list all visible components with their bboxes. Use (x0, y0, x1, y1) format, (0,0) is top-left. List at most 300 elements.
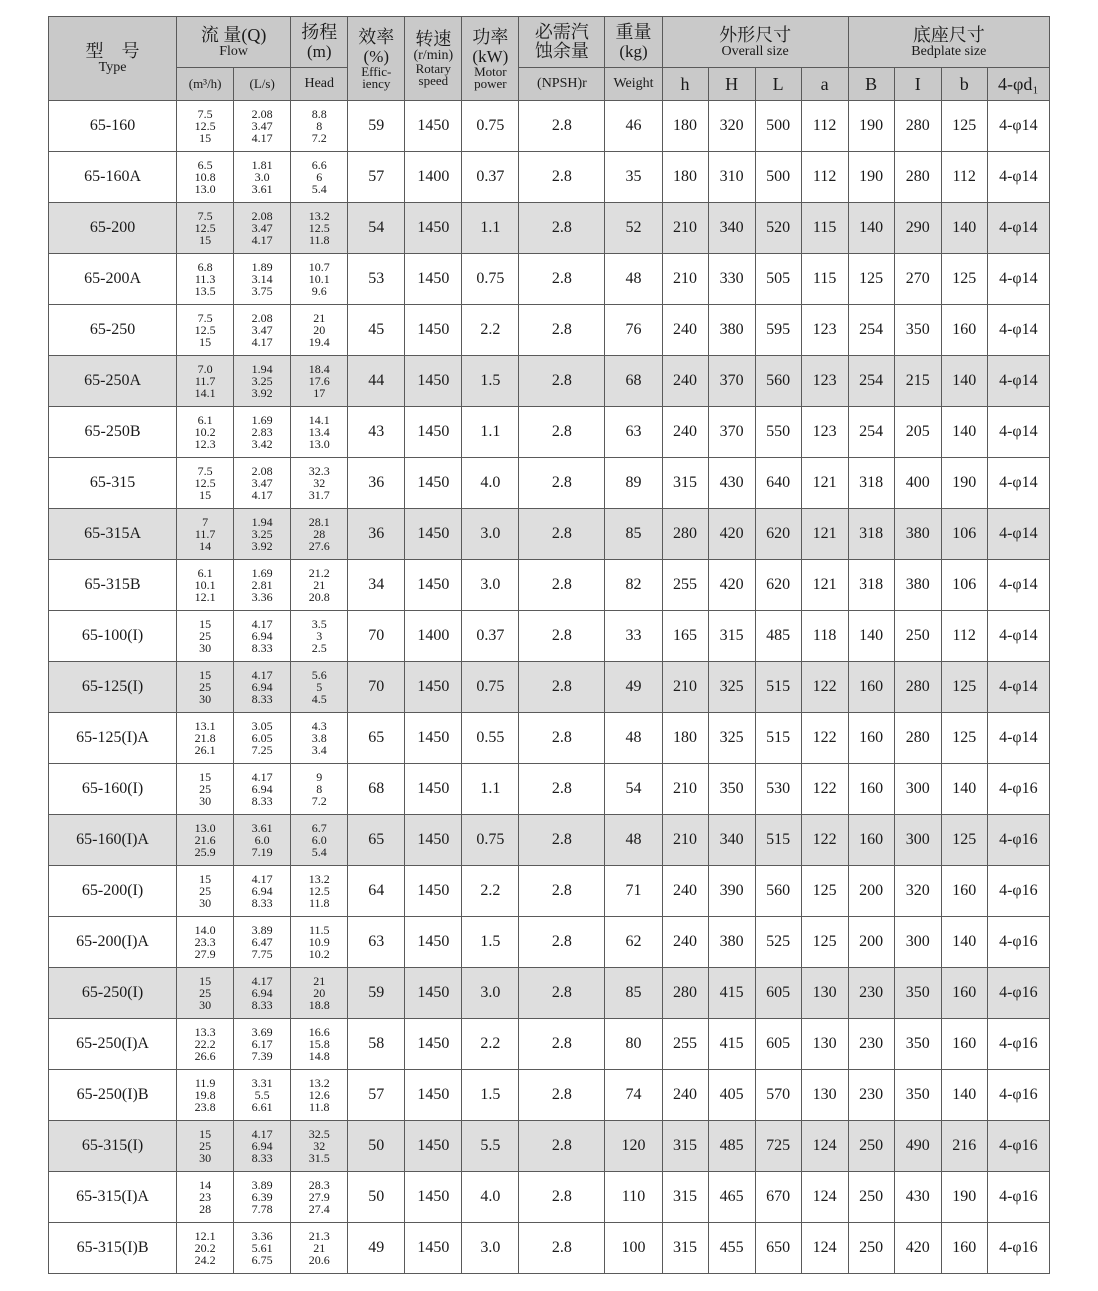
type-header-en: Type (98, 60, 127, 75)
efficiency-cell: 54 (348, 203, 405, 254)
dim-L-cell: 605 (755, 1019, 801, 1070)
head-cell-value: 31.5 (308, 1151, 330, 1165)
dim-header-d: 4-φd₁ (987, 68, 1049, 101)
head-cell-value: 21.2 (308, 566, 330, 580)
head-cell-value: 28.3 (308, 1178, 330, 1192)
dim-b-cell: 140 (941, 917, 987, 968)
dim-d-cell: 4-φ14 (987, 509, 1049, 560)
dim-a-cell: 122 (801, 662, 848, 713)
dim-d-cell: 4-φ16 (987, 1019, 1049, 1070)
type-cell: 65-200(I) (49, 866, 177, 917)
dim-a-cell: 123 (801, 356, 848, 407)
table-row (49, 917, 1050, 968)
head-cell-value: 21 (313, 578, 326, 592)
flow-m3h-header: (m³/h) (177, 68, 234, 101)
speed-cell: 1450 (405, 509, 462, 560)
dim-header-a: a (801, 68, 848, 101)
weight-header-cn: 重量 (615, 22, 652, 42)
dim-I-cell: 300 (894, 917, 941, 968)
weight-cell: 85 (605, 509, 662, 560)
speed-cell: 1450 (405, 305, 462, 356)
efficiency-cell: 45 (348, 305, 405, 356)
type-cell: 65-315(I)B (49, 1223, 177, 1274)
dim-b-cell: 140 (941, 203, 987, 254)
flow-ls-cell-value: 6.05 (251, 731, 273, 745)
weight-cell: 48 (605, 713, 662, 764)
efficiency-cell: 68 (348, 764, 405, 815)
speed-cell: 1400 (405, 611, 462, 662)
flow-m3h-cell (177, 458, 234, 509)
head-cell-value: 12.5 (308, 884, 330, 898)
flow-m3h-cell (177, 1121, 234, 1172)
weight-cell: 68 (605, 356, 662, 407)
flow-m3h-cell-value: 25 (199, 782, 212, 796)
dim-a-cell: 121 (801, 458, 848, 509)
flow-ls-cell-value: 2.08 (251, 464, 273, 478)
flow-m3h-cell-value: 13.0 (194, 182, 216, 196)
flow-m3h-cell-value: 23 (199, 1190, 212, 1204)
table-row (49, 407, 1050, 458)
flow-ls-cell-value: 4.17 (251, 233, 273, 247)
flow-ls-cell-value: 7.39 (251, 1049, 273, 1063)
head-cell-value: 12.6 (308, 1088, 330, 1102)
speed-cell: 1450 (405, 1070, 462, 1121)
head-cell (291, 1172, 348, 1223)
power-cell: 2.2 (462, 305, 519, 356)
flow-m3h-cell-value: 7.5 (197, 209, 213, 223)
dim-H-cell: 455 (708, 1223, 755, 1274)
dim-L-cell: 515 (755, 815, 801, 866)
speed-cell: 1450 (405, 356, 462, 407)
head-cell-value: 27.9 (308, 1190, 330, 1204)
flow-ls-cell-value: 6.94 (251, 986, 273, 1000)
flow-m3h-cell (177, 152, 234, 203)
dim-I-cell: 280 (894, 713, 941, 764)
power-cell: 0.75 (462, 101, 519, 152)
flow-m3h-cell-value: 10.2 (194, 425, 216, 439)
dim-L-cell: 550 (755, 407, 801, 458)
weight-cell: 120 (605, 1121, 662, 1172)
dim-L-cell: 530 (755, 764, 801, 815)
table-row (49, 203, 1050, 254)
head-cell (291, 1019, 348, 1070)
table-row (49, 1223, 1050, 1274)
efficiency-cell: 59 (348, 968, 405, 1019)
flow-ls-cell (234, 152, 291, 203)
dim-B-cell: 230 (848, 1019, 894, 1070)
dim-b-cell: 140 (941, 356, 987, 407)
dim-a-cell: 124 (801, 1223, 848, 1274)
flow-ls-cell-value: 6.17 (251, 1037, 273, 1051)
power-cell: 2.2 (462, 866, 519, 917)
npsh-cell: 2.8 (519, 356, 605, 407)
speed-cell: 1450 (405, 560, 462, 611)
flow-ls-cell-value: 3.25 (251, 374, 273, 388)
dim-h-cell: 280 (662, 509, 708, 560)
flow-ls-cell (234, 305, 291, 356)
flow-m3h-cell-value: 22.2 (194, 1037, 216, 1051)
head-cell-value: 32 (313, 1139, 326, 1153)
flow-m3h-cell-value: 15 (199, 668, 212, 682)
head-cell-value: 21 (313, 974, 326, 988)
flow-ls-cell (234, 509, 291, 560)
head-cell-value: 17 (313, 386, 326, 400)
dim-I-cell: 205 (894, 407, 941, 458)
flow-ls-cell-value: 2.08 (251, 311, 273, 325)
head-cell (291, 764, 348, 815)
type-cell: 65-315 (49, 458, 177, 509)
dim-header-I: I (894, 68, 941, 101)
dim-h-cell: 180 (662, 101, 708, 152)
dim-b-cell: 160 (941, 866, 987, 917)
flow-ls-cell-value: 4.17 (251, 488, 273, 502)
head-cell-value: 13.2 (308, 872, 330, 886)
flow-m3h-cell-value: 25.9 (194, 845, 216, 859)
flow-ls-cell-value: 3.42 (251, 437, 273, 451)
dim-b-cell: 190 (941, 1172, 987, 1223)
overall-size-header (662, 17, 848, 68)
dim-d-cell: 4-φ16 (987, 1121, 1049, 1172)
dim-B-cell: 254 (848, 407, 894, 458)
type-cell: 65-160A (49, 152, 177, 203)
flow-m3h-cell-value: 12.1 (194, 1229, 216, 1243)
head-cell-value: 8 (316, 782, 323, 796)
dim-a-cell: 118 (801, 611, 848, 662)
dim-b-cell: 112 (941, 152, 987, 203)
dim-H-cell: 390 (708, 866, 755, 917)
efficiency-cell: 36 (348, 458, 405, 509)
dim-H-cell: 325 (708, 662, 755, 713)
flow-m3h-cell (177, 611, 234, 662)
dim-b-cell: 160 (941, 1019, 987, 1070)
flow-m3h-cell-value: 30 (199, 692, 212, 706)
type-cell: 65-200(I)A (49, 917, 177, 968)
dim-I-cell: 280 (894, 101, 941, 152)
table-row (49, 509, 1050, 560)
head-cell (291, 713, 348, 764)
npsh-header-cn1: 必需汽 (534, 22, 589, 42)
power-header (462, 17, 519, 101)
flow-ls-cell-value: 3.89 (251, 923, 273, 937)
dim-I-cell: 400 (894, 458, 941, 509)
flow-m3h-cell-value: 24.2 (194, 1253, 216, 1267)
dim-H-cell: 485 (708, 1121, 755, 1172)
flow-ls-cell-value: 2.81 (251, 578, 273, 592)
flow-ls-cell-value: 5.5 (254, 1088, 270, 1102)
flow-ls-cell-value: 6.0 (254, 833, 270, 847)
head-cell-value: 32.3 (308, 464, 330, 478)
type-cell: 65-160(I) (49, 764, 177, 815)
speed-cell: 1450 (405, 662, 462, 713)
flow-m3h-cell (177, 764, 234, 815)
flow-m3h-cell-value: 30 (199, 998, 212, 1012)
flow-ls-cell (234, 254, 291, 305)
head-cell-value: 15.8 (308, 1037, 330, 1051)
flow-m3h-cell-value: 25 (199, 1139, 212, 1153)
flow-m3h-cell-value: 6.1 (197, 413, 213, 427)
dim-a-cell: 115 (801, 203, 848, 254)
weight-cell: 85 (605, 968, 662, 1019)
weight-cell: 100 (605, 1223, 662, 1274)
head-cell-value: 14.1 (308, 413, 330, 427)
dim-b-cell: 106 (941, 509, 987, 560)
dim-L-cell: 595 (755, 305, 801, 356)
flow-ls-cell-value: 6.94 (251, 782, 273, 796)
dim-B-cell: 230 (848, 1070, 894, 1121)
dim-B-cell: 250 (848, 1172, 894, 1223)
speed-cell: 1450 (405, 407, 462, 458)
weight-cell: 76 (605, 305, 662, 356)
flow-m3h-cell-value: 27.9 (194, 947, 216, 961)
head-cell-value: 20 (313, 986, 326, 1000)
flow-m3h-cell-value: 10.1 (194, 578, 216, 592)
flow-ls-cell-value: 2.08 (251, 107, 273, 121)
flow-m3h-cell (177, 305, 234, 356)
dim-I-cell: 290 (894, 203, 941, 254)
head-cell (291, 611, 348, 662)
weight-cell: 48 (605, 254, 662, 305)
npsh-cell: 2.8 (519, 968, 605, 1019)
flow-m3h-cell (177, 254, 234, 305)
flow-m3h-cell (177, 101, 234, 152)
dim-b-cell: 190 (941, 458, 987, 509)
dim-H-cell: 325 (708, 713, 755, 764)
efficiency-header-cn: 效率 (358, 26, 395, 47)
speed-header-en1: Rotary (415, 61, 452, 76)
table-body (49, 101, 1050, 1274)
flow-m3h-cell-value: 7.5 (197, 464, 213, 478)
flow-ls-cell-value: 7.19 (251, 845, 273, 859)
flow-ls-cell (234, 458, 291, 509)
dim-a-cell: 123 (801, 305, 848, 356)
dim-I-cell: 350 (894, 305, 941, 356)
head-cell-value: 3.5 (311, 617, 327, 631)
head-cell (291, 815, 348, 866)
dim-B-cell: 160 (848, 713, 894, 764)
flow-m3h-cell-value: 30 (199, 641, 212, 655)
dim-h-cell: 165 (662, 611, 708, 662)
dim-H-cell: 370 (708, 356, 755, 407)
speed-cell: 1450 (405, 203, 462, 254)
flow-ls-cell (234, 1019, 291, 1070)
dim-a-cell: 130 (801, 1019, 848, 1070)
flow-m3h-cell-value: 15 (199, 233, 212, 247)
dim-d-cell: 4-φ14 (987, 356, 1049, 407)
flow-ls-cell-value: 1.69 (251, 413, 273, 427)
efficiency-cell: 58 (348, 1019, 405, 1070)
speed-cell: 1450 (405, 917, 462, 968)
dim-L-cell: 640 (755, 458, 801, 509)
flow-ls-cell-value: 8.33 (251, 794, 273, 808)
npsh-cell: 2.8 (519, 407, 605, 458)
head-cell-value: 17.6 (308, 374, 330, 388)
head-cell-value: 11.8 (308, 896, 330, 910)
flow-ls-cell (234, 764, 291, 815)
weight-header-en: Weight (605, 68, 662, 101)
head-cell-value: 10.7 (308, 260, 330, 274)
dim-B-cell: 190 (848, 101, 894, 152)
dim-H-cell: 380 (708, 305, 755, 356)
head-cell-value: 7.2 (311, 131, 327, 145)
flow-ls-cell (234, 713, 291, 764)
flow-ls-cell-value: 3.05 (251, 719, 273, 733)
pump-spec-table (48, 16, 1050, 1274)
dim-L-cell: 500 (755, 101, 801, 152)
dim-L-cell: 485 (755, 611, 801, 662)
efficiency-cell: 59 (348, 101, 405, 152)
dim-H-cell: 405 (708, 1070, 755, 1121)
table-row (49, 152, 1050, 203)
npsh-cell: 2.8 (519, 764, 605, 815)
dim-L-cell: 500 (755, 152, 801, 203)
dim-H-cell: 370 (708, 407, 755, 458)
npsh-cell: 2.8 (519, 560, 605, 611)
dim-a-cell: 115 (801, 254, 848, 305)
head-cell-value: 18.4 (308, 362, 330, 376)
dim-a-cell: 122 (801, 764, 848, 815)
speed-cell: 1450 (405, 1172, 462, 1223)
flow-ls-cell-value: 5.61 (251, 1241, 273, 1255)
npsh-cell: 2.8 (519, 713, 605, 764)
speed-cell: 1450 (405, 968, 462, 1019)
weight-cell: 89 (605, 458, 662, 509)
type-cell: 65-250(I)B (49, 1070, 177, 1121)
head-cell-value: 11.8 (308, 1100, 330, 1114)
flow-m3h-cell-value: 25 (199, 629, 212, 643)
speed-header-cn: 转速 (415, 29, 452, 49)
dim-L-cell: 505 (755, 254, 801, 305)
flow-m3h-cell-value: 12.5 (194, 119, 216, 133)
head-cell-value: 28.1 (308, 515, 330, 529)
type-cell: 65-250 (49, 305, 177, 356)
flow-ls-cell-value: 4.17 (251, 974, 273, 988)
power-header-en1: Motor (474, 63, 507, 79)
dim-b-cell: 140 (941, 764, 987, 815)
table-row (49, 611, 1050, 662)
speed-header-unit: (r/min) (413, 48, 454, 63)
head-cell-value: 5.4 (311, 182, 327, 196)
power-cell: 3.0 (462, 560, 519, 611)
head-cell (291, 560, 348, 611)
head-cell-value: 2.5 (311, 641, 327, 655)
dim-B-cell: 160 (848, 815, 894, 866)
dim-I-cell: 300 (894, 815, 941, 866)
flow-m3h-cell-value: 14 (199, 1178, 212, 1192)
speed-header (405, 17, 462, 101)
flow-m3h-cell-value: 6.8 (197, 260, 213, 274)
dim-B-cell: 254 (848, 356, 894, 407)
head-cell-value: 8.8 (311, 107, 327, 121)
dim-B-cell: 318 (848, 509, 894, 560)
flow-m3h-cell-value: 7.0 (197, 362, 213, 376)
flow-m3h-cell-value: 11.7 (194, 374, 216, 388)
flow-m3h-cell-value: 15 (199, 617, 212, 631)
flow-m3h-cell-value: 25 (199, 884, 212, 898)
flow-m3h-cell (177, 917, 234, 968)
head-cell (291, 662, 348, 713)
head-cell-value: 3 (316, 629, 323, 643)
flow-ls-cell (234, 1070, 291, 1121)
type-cell: 65-315(I) (49, 1121, 177, 1172)
dim-H-cell: 380 (708, 917, 755, 968)
efficiency-cell: 49 (348, 1223, 405, 1274)
head-cell-value: 32 (313, 476, 326, 490)
npsh-cell: 2.8 (519, 305, 605, 356)
dim-h-cell: 210 (662, 662, 708, 713)
flow-m3h-cell-value: 30 (199, 794, 212, 808)
dim-I-cell: 270 (894, 254, 941, 305)
head-cell-value: 20.6 (308, 1253, 330, 1267)
npsh-cell: 2.8 (519, 1172, 605, 1223)
head-cell (291, 254, 348, 305)
npsh-cell: 2.8 (519, 1070, 605, 1121)
npsh-cell: 2.8 (519, 662, 605, 713)
head-cell (291, 509, 348, 560)
flow-ls-cell-value: 3.47 (251, 119, 273, 133)
dim-I-cell: 215 (894, 356, 941, 407)
dim-B-cell: 140 (848, 203, 894, 254)
flow-m3h-cell-value: 13.3 (194, 1025, 216, 1039)
head-cell-value: 9 (316, 770, 323, 784)
npsh-cell: 2.8 (519, 815, 605, 866)
type-cell: 65-125(I)A (49, 713, 177, 764)
head-cell (291, 458, 348, 509)
dim-d-cell: 4-φ14 (987, 560, 1049, 611)
head-cell (291, 305, 348, 356)
flow-m3h-cell-value: 12.1 (194, 590, 216, 604)
dim-L-cell: 650 (755, 1223, 801, 1274)
flow-m3h-cell-value: 15 (199, 335, 212, 349)
dim-h-cell: 255 (662, 560, 708, 611)
dim-I-cell: 280 (894, 662, 941, 713)
flow-m3h-cell-value: 11.7 (194, 527, 216, 541)
bedplate-size-header (848, 17, 1049, 68)
npsh-header-cn2: 蚀余量 (534, 41, 589, 61)
head-header (291, 17, 348, 68)
head-cell-value: 21 (313, 311, 326, 325)
dim-h-cell: 280 (662, 968, 708, 1019)
npsh-header-en: (NPSH)r (519, 68, 605, 101)
dim-d-cell: 4-φ14 (987, 152, 1049, 203)
flow-ls-cell (234, 101, 291, 152)
efficiency-cell: 44 (348, 356, 405, 407)
npsh-cell: 2.8 (519, 917, 605, 968)
npsh-cell: 2.8 (519, 611, 605, 662)
efficiency-cell: 70 (348, 662, 405, 713)
flow-m3h-cell-value: 6.1 (197, 566, 213, 580)
flow-ls-cell (234, 1121, 291, 1172)
weight-header (605, 17, 662, 68)
flow-ls-cell-value: 4.17 (251, 668, 273, 682)
flow-ls-cell-value: 7.78 (251, 1202, 273, 1216)
flow-m3h-cell (177, 866, 234, 917)
head-cell-value: 12.5 (308, 221, 330, 235)
npsh-cell: 2.8 (519, 458, 605, 509)
speed-cell: 1450 (405, 1223, 462, 1274)
flow-m3h-cell-value: 15 (199, 974, 212, 988)
npsh-cell: 2.8 (519, 866, 605, 917)
speed-cell: 1450 (405, 866, 462, 917)
dim-a-cell: 112 (801, 152, 848, 203)
weight-cell: 33 (605, 611, 662, 662)
flow-ls-cell-value: 3.47 (251, 221, 273, 235)
power-cell: 4.0 (462, 1172, 519, 1223)
dim-d-cell: 4-φ16 (987, 1172, 1049, 1223)
power-cell: 5.5 (462, 1121, 519, 1172)
dim-d-cell: 4-φ14 (987, 407, 1049, 458)
dim-d-cell: 4-φ14 (987, 611, 1049, 662)
dim-header-H: H (708, 68, 755, 101)
